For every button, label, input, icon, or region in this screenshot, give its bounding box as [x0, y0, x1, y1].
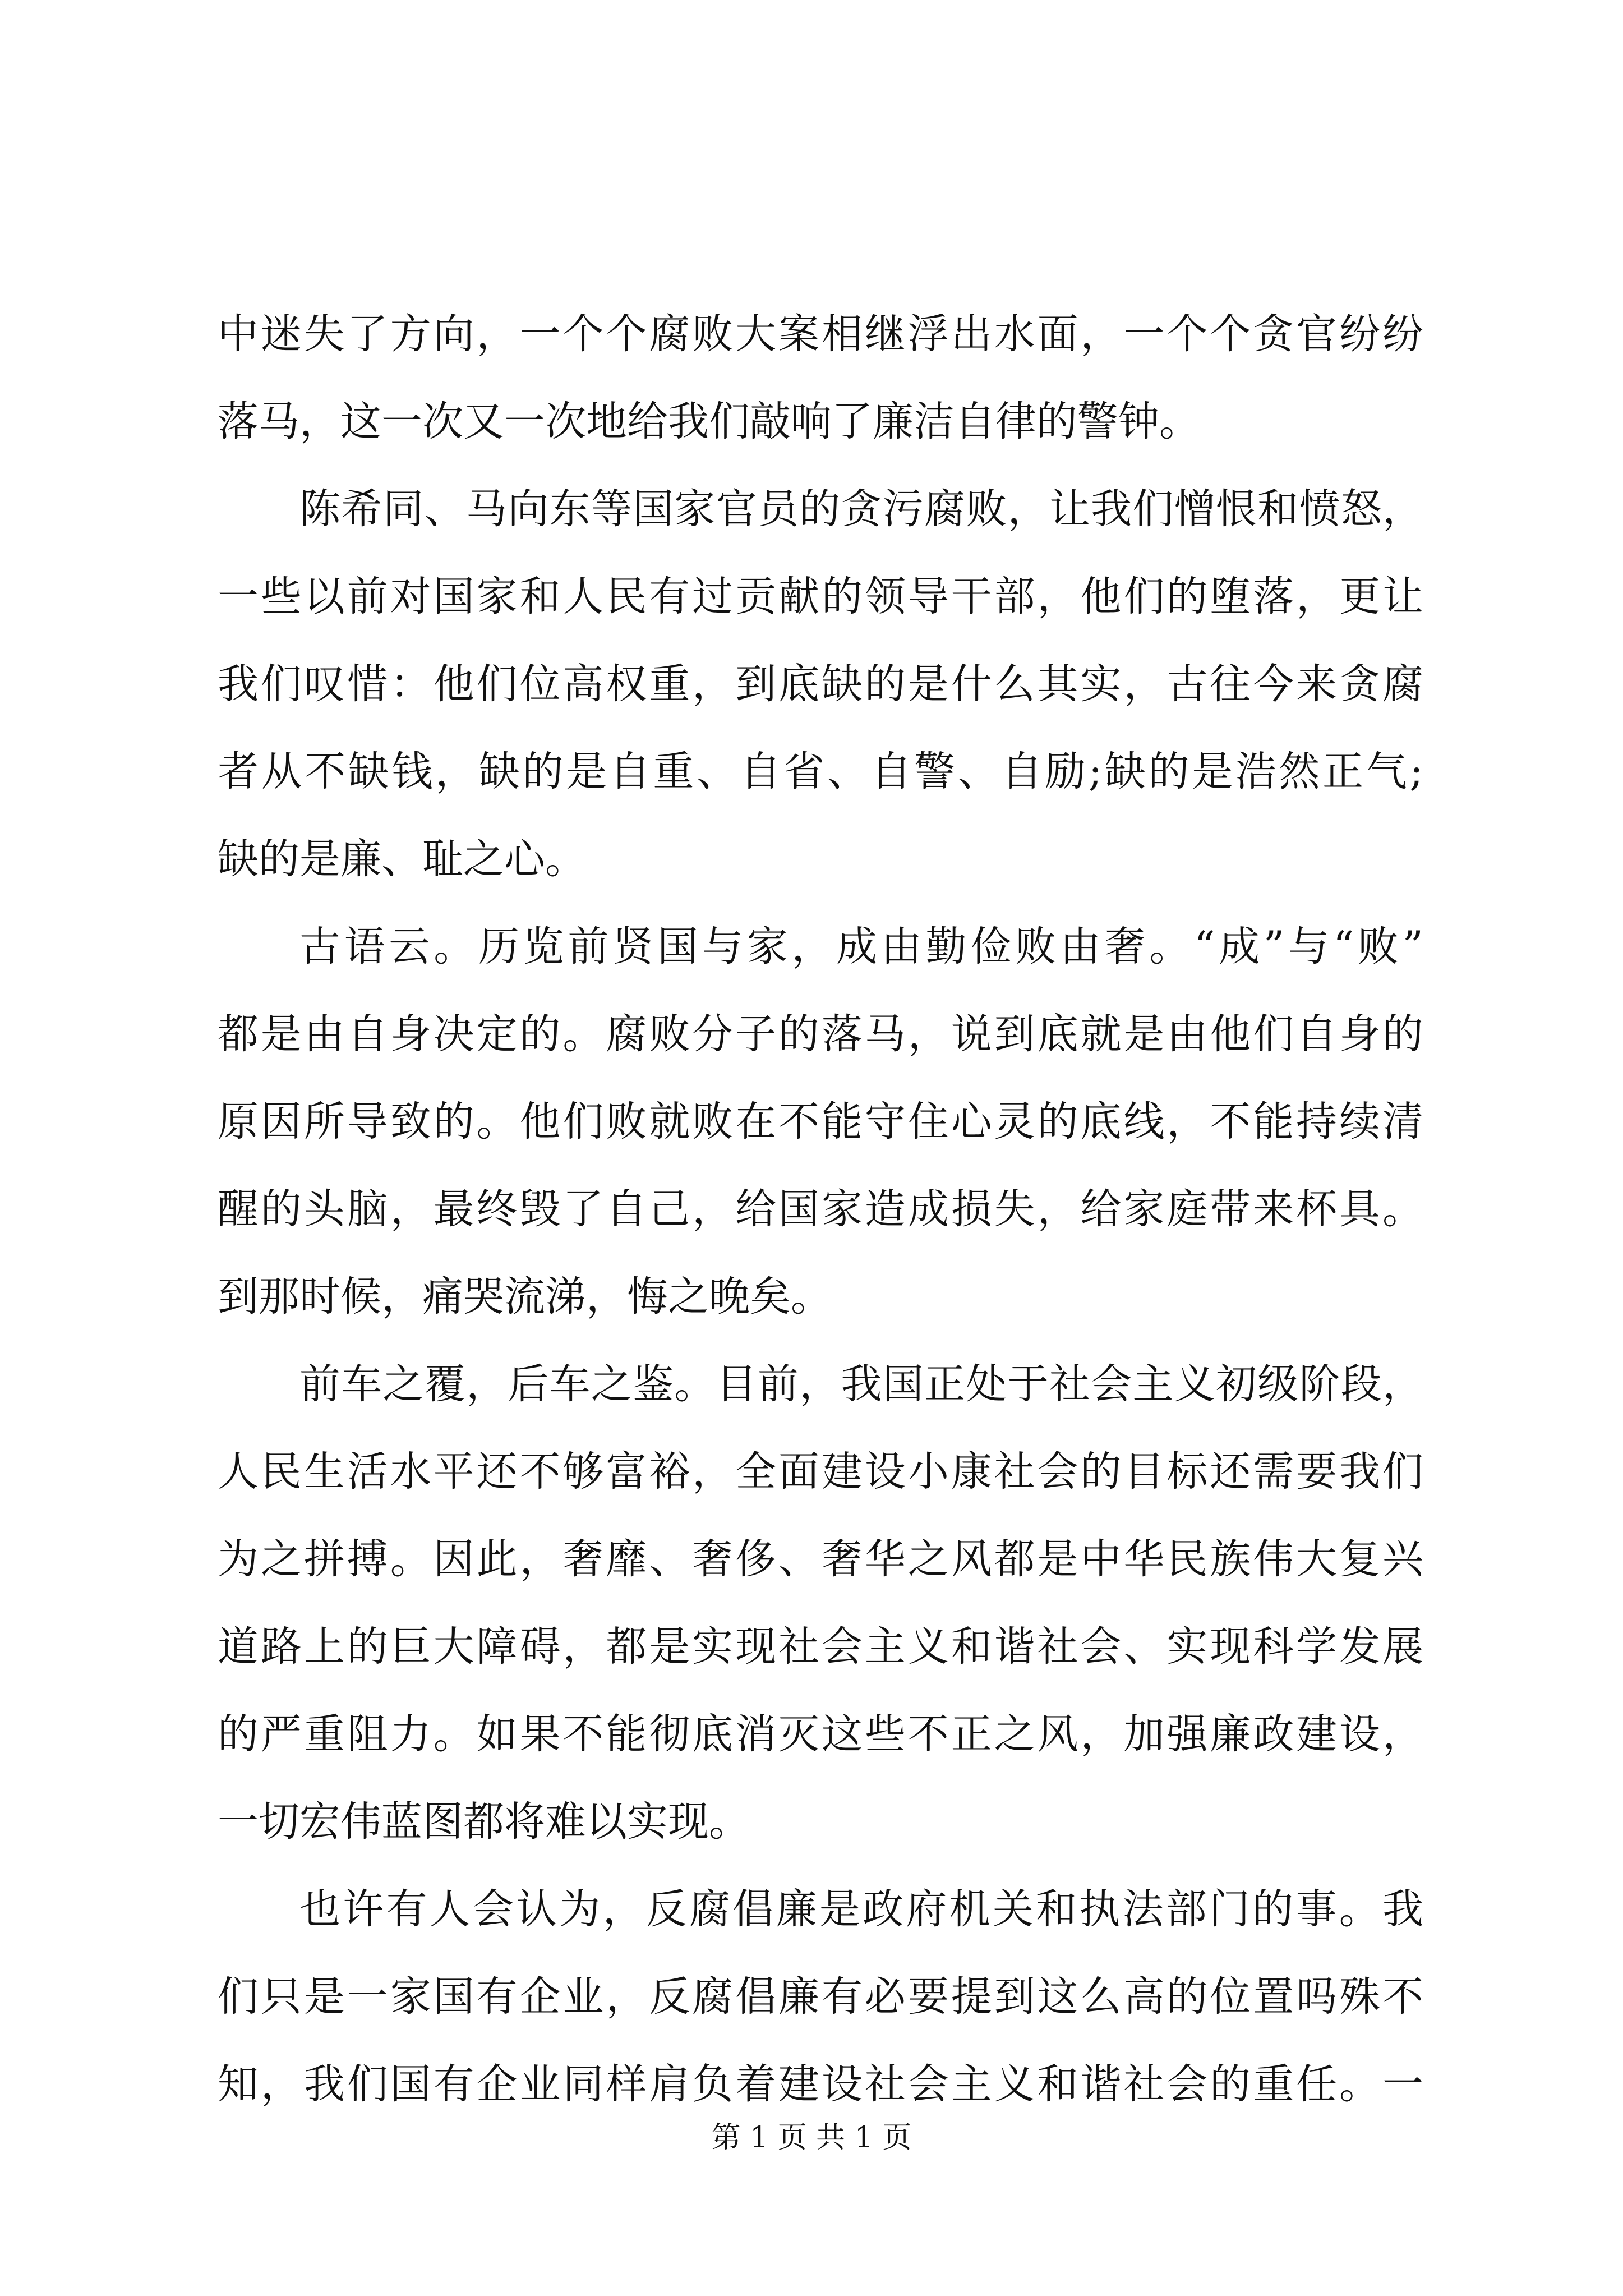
- paragraph: [218, 466, 1423, 903]
- text-line: 古语云。历览前贤国与家，成由勤俭败由奢。“成”与“败”: [299, 923, 1423, 970]
- text-line: 的严重阻力。如果不能彻底消灭这些不正之风，加强廉政建设，: [218, 1710, 1423, 1758]
- text-line: 到那时候，痛哭流涕，悔之晚矣。: [218, 1273, 832, 1320]
- text-line: 都是由自身决定的。腐败分子的落马，说到底就是由他们自身的: [218, 1010, 1423, 1058]
- text-line: 一些以前对国家和人民有过贡献的领导干部，他们的堕落，更让: [218, 573, 1423, 620]
- text-line: 者从不缺钱，缺的是自重、自省、自警、自励;缺的是浩然正气;: [218, 748, 1423, 795]
- paragraph: [218, 291, 1423, 466]
- page-footer: 第 1 页 共 1 页: [711, 2121, 912, 2155]
- paragraph: [218, 1866, 1423, 2128]
- text-line: 为之拼搏。因此，奢靡、奢侈、奢华之风都是中华民族伟大复兴: [218, 1535, 1423, 1583]
- text-line: 落马，这一次又一次地给我们敲响了廉洁自律的警钟。: [218, 398, 1200, 445]
- text-line: 原因所导致的。他们败就败在不能守住心灵的底线，不能持续清: [218, 1098, 1423, 1145]
- paragraph: [218, 903, 1423, 1341]
- text-line: 陈希同、马向东等国家官员的贪污腐败，让我们憎恨和愤怒，: [299, 485, 1423, 533]
- text-line: 一切宏伟蓝图都将难以实现。: [218, 1798, 750, 1846]
- paragraph: [218, 1341, 1423, 1866]
- document-body: [218, 291, 1423, 2128]
- text-line: 也许有人会认为，反腐倡廉是政府机关和执法部门的事。我: [299, 1885, 1423, 1933]
- text-line: 人民生活水平还不够富裕，全面建设小康社会的目标还需要我们: [218, 1448, 1423, 1496]
- text-line: 知，我们国有企业同样肩负着建设社会主义和谐社会的重任。一: [218, 2060, 1423, 2108]
- text-line: 们只是一家国有企业，反腐倡廉有必要提到这么高的位置吗殊不: [218, 1973, 1423, 2021]
- text-line: 道路上的巨大障碍，都是实现社会主义和谐社会、实现科学发展: [218, 1623, 1423, 1671]
- text-line: 醒的头脑，最终毁了自己，给国家造成损失，给家庭带来杯具。: [218, 1185, 1423, 1233]
- text-line: 中迷失了方向，一个个腐败大案相继浮出水面，一个个贪官纷纷: [218, 310, 1423, 358]
- text-line: 缺的是廉、耻之心。: [218, 835, 586, 883]
- text-line: 我们叹惜：他们位高权重，到底缺的是什么其实，古往今来贪腐: [218, 660, 1423, 708]
- text-line: 前车之覆，后车之鉴。目前，我国正处于社会主义初级阶段，: [299, 1360, 1423, 1408]
